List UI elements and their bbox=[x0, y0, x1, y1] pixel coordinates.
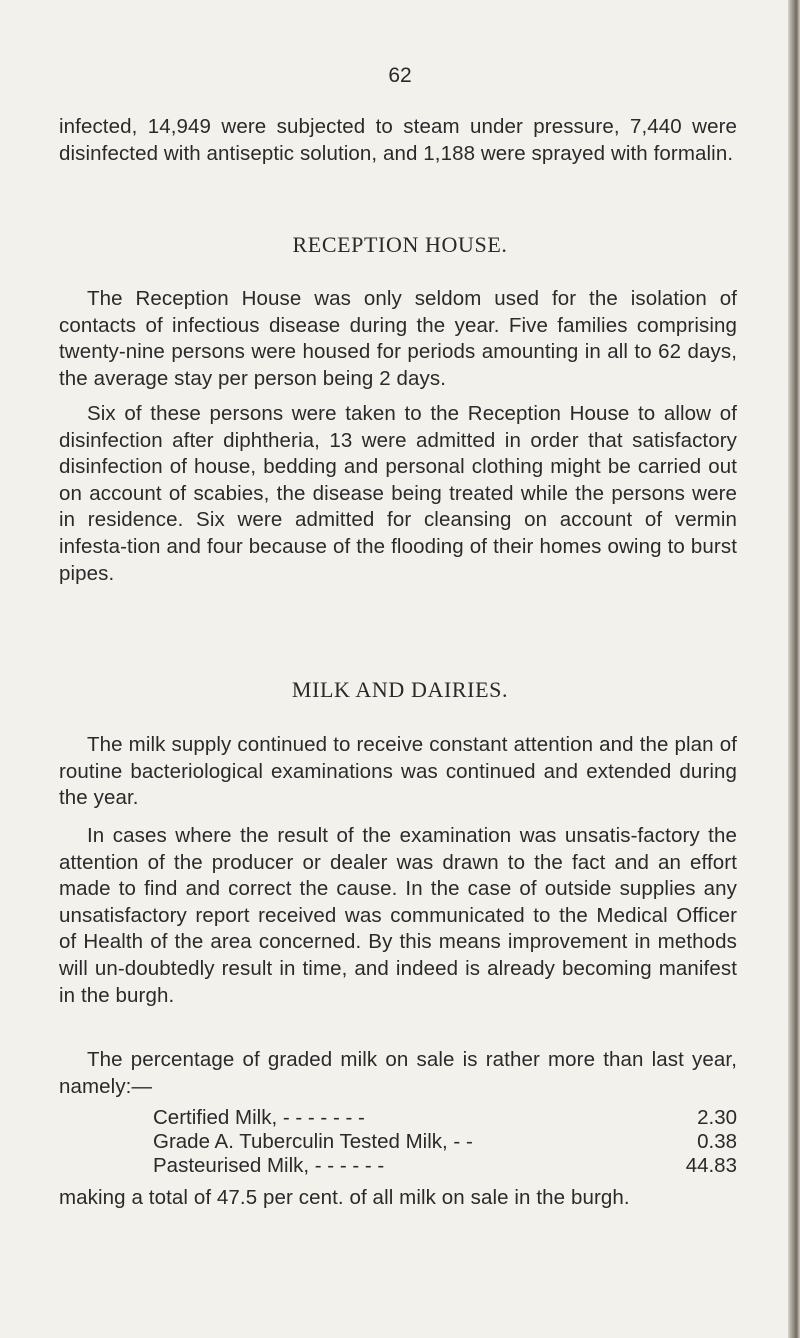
milk-paragraph-3: The percentage of graded milk on sale is rather more than last year, namely:— bbox=[59, 1048, 737, 1098]
milk-type-label: Pasteurised Milk, - - - - - - bbox=[153, 1154, 385, 1177]
milk-paragraph-2: In cases where the result of the examination was unsatis-factory the attention of the producer or dealer was drawn to the fact and an effort made to find and correct the cause. In the case of outside supplies any unsatisfactory report received was communicated to the Medical Officer of Health of the area concerned. By this means improvement in methods will un-doubtedly result in time, and indeed is already becoming manifest in the burgh. bbox=[59, 824, 737, 1007]
milk-type-label: Certified Milk, - - - - - - - bbox=[153, 1106, 365, 1129]
page-spine-edge bbox=[788, 0, 800, 1338]
table-row bbox=[153, 1106, 737, 1130]
page-number: 62 bbox=[388, 64, 412, 87]
reception-paragraph-2: Six of these persons were taken to the Reception House to allow of disinfection after diphtheria, 13 were admitted in order that satisfactory disinfection of house, bedding and personal clothing might be carried out on account of scabies, the disease being treated while the persons were in residence. Six were admitted for cleansing on account of vermin infesta-tion and four because of the flooding of their homes owing to burst pipes. bbox=[59, 402, 737, 585]
reception-house-heading: RECEPTION HOUSE. bbox=[292, 232, 508, 257]
milk-percentage: 2.30 bbox=[697, 1106, 737, 1129]
milk-percentage: 0.38 bbox=[697, 1130, 737, 1153]
closing-line: making a total of 47.5 per cent. of all milk on sale in the burgh. bbox=[59, 1186, 630, 1209]
table-row bbox=[153, 1130, 737, 1154]
milk-type-label: Grade A. Tuberculin Tested Milk, - - bbox=[153, 1130, 473, 1153]
milk-dairies-heading: MILK AND DAIRIES. bbox=[291, 677, 509, 702]
milk-paragraph-1: The milk supply continued to receive constant attention and the plan of routine bacteriological examinations was continued and extended during the year. bbox=[59, 733, 737, 810]
intro-paragraph: infected, 14,949 were subjected to steam under pressure, 7,440 were disinfected with antiseptic solution, and 1,188 were sprayed with formalin. bbox=[59, 115, 737, 165]
milk-percentage: 44.83 bbox=[685, 1154, 737, 1177]
reception-paragraph-1: The Reception House was only seldom used for the isolation of contacts of infectious disease during the year. Five families comprising twenty-nine persons were housed for periods amounting in all to 62 days, the average stay per person being 2 days. bbox=[59, 287, 737, 390]
table-row bbox=[153, 1154, 737, 1178]
graded-milk-table bbox=[153, 1106, 737, 1178]
